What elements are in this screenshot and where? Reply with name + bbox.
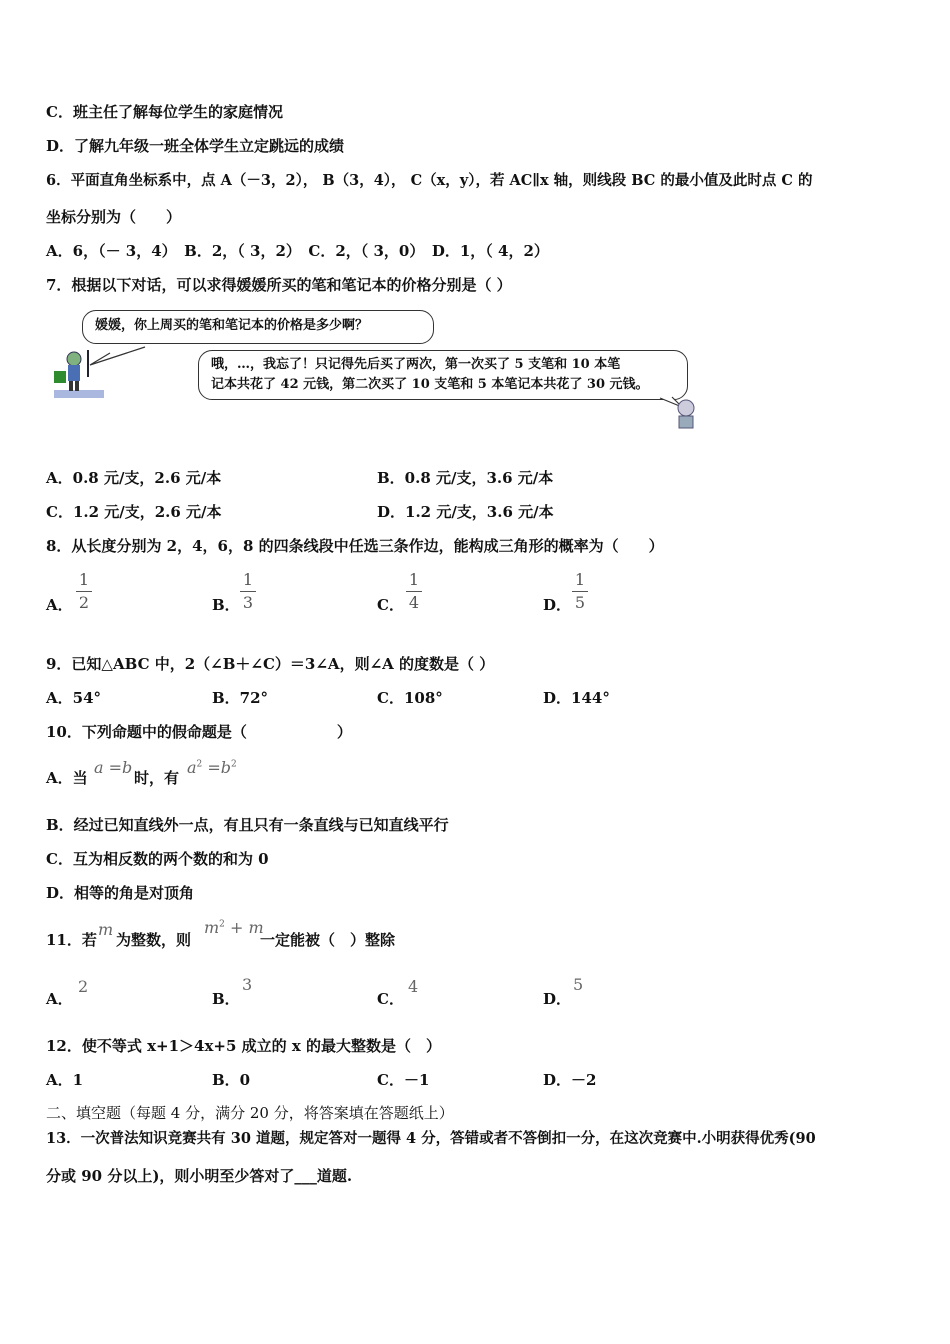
q8-fraction-d: 1 5 xyxy=(572,570,588,613)
speech-bubble-question-text: 媛媛，你上周买的笔和笔记本的价格是多少啊？ xyxy=(95,318,369,333)
q11-value-b: 3 xyxy=(242,975,253,994)
q13-stem-cont: 分或 90 分以上)，则小明至少答对了___道题. xyxy=(46,1167,353,1185)
q11-stem-mid: 为整数，则 xyxy=(116,931,192,949)
q10-option-c: C．互为相反数的两个数的和为 0 xyxy=(46,850,269,868)
q7-option-a: A．0.8 元/支，2.6 元/本 xyxy=(46,469,222,487)
q13-stem: 13．一次普法知识竞赛共有 30 道题，规定答对一题得 4 分，答错或者不答倒扣一分，在这次竞赛中.小明获得优秀(90 xyxy=(46,1130,816,1147)
q8-fraction-c: 1 4 xyxy=(406,570,422,613)
q11-option-d: D． xyxy=(543,990,572,1008)
q12-stem: 12．使不等式 x+1＞4x+5 成立的 x 的最大整数是（ ） xyxy=(46,1037,442,1055)
q8-option-c: C． xyxy=(377,596,404,614)
q11-stem-prefix: 11．若 xyxy=(46,931,97,949)
q11-option-a: A． xyxy=(46,990,73,1008)
q6-stem: 6．平面直角坐标系中，点 A（－3，2）， B（3，4）， C（x，y），若 AC∥x 轴，则线段 BC 的最小值及此时点 C 的 xyxy=(46,172,813,189)
q11-value-c: 4 xyxy=(408,977,419,996)
q9-option-d: D．144° xyxy=(543,689,610,707)
q7-option-d: D．1.2 元/支，3.6 元/本 xyxy=(377,503,554,521)
q11-value-a: 2 xyxy=(78,977,89,996)
q8-fraction-a: 1 2 xyxy=(76,570,92,613)
q10-option-d: D．相等的角是对顶角 xyxy=(46,884,195,902)
q8-option-a: A． xyxy=(46,596,73,614)
q12-option-b: B．0 xyxy=(212,1071,251,1089)
q7-option-c: C．1.2 元/支，2.6 元/本 xyxy=(46,503,222,521)
section-2-heading: 二、填空题（每题 4 分，满分 20 分，将答案填在答题纸上） xyxy=(46,1104,454,1122)
q11-math-m: m xyxy=(98,920,114,939)
q11-stem-suffix: 一定能被（ ）整除 xyxy=(260,931,396,949)
q9-option-a: A．54° xyxy=(46,689,102,707)
girl-figure-icon xyxy=(678,400,694,428)
bubble-tail-left xyxy=(90,347,145,365)
option-d-prev: D．了解九年级一班全体学生立定跳远的成绩 xyxy=(46,137,345,155)
q10-math-squares: $a^2 =b^2$ xyxy=(187,758,237,777)
q10-option-a-mid: 时，有 xyxy=(134,769,180,787)
q12-option-c: C．－1 xyxy=(377,1071,430,1089)
q6-options: A．6，（－ 3，4） B．2，（ 3，2） C．2，（ 3，0） D．1，（ 4，2） xyxy=(46,242,549,260)
q8-fraction-b: 1 3 xyxy=(240,570,256,613)
q11-math-expr: $m^2 + m$ xyxy=(204,918,264,937)
option-c-prev: C．班主任了解每位学生的家庭情况 xyxy=(46,103,283,121)
q11-option-b: B． xyxy=(212,990,240,1008)
dialogue-figures xyxy=(50,335,750,435)
q12-option-d: D．－2 xyxy=(543,1071,597,1089)
q11-option-c: C． xyxy=(377,990,404,1008)
boy-figure-icon xyxy=(54,350,104,398)
q8-option-b: B． xyxy=(212,596,240,614)
q8-option-d: D． xyxy=(543,596,572,614)
q9-option-b: B．72° xyxy=(212,689,269,707)
q7-stem: 7．根据以下对话，可以求得媛媛所买的笔和笔记本的价格分别是（ ） xyxy=(46,276,512,294)
q9-stem: 9．已知△ABC 中，2（∠B＋∠C）＝3∠A，则∠A 的度数是（ ） xyxy=(46,655,495,673)
q11-value-d: 5 xyxy=(573,975,584,994)
q6-stem-cont: 坐标分别为（ ） xyxy=(46,208,182,226)
speech-bubble-answer-line1: 哦，…，我忘了！只记得先后买了两次，第一次买了 5 支笔和 10 本笔 xyxy=(211,357,621,372)
q10-option-a-prefix: A．当 xyxy=(46,769,88,787)
q12-option-a: A．1 xyxy=(46,1071,84,1089)
q10-option-b: B．经过已知直线外一点，有且只有一条直线与已知直线平行 xyxy=(46,816,449,834)
q10-stem: 10．下列命题中的假命题是（ ） xyxy=(46,723,352,741)
speech-bubble-answer-line2: 记本共花了 42 元钱，第二次买了 10 支笔和 5 本笔记本共花了 30 元钱。 xyxy=(211,377,649,392)
q10-math-a-eq-b: a =b xyxy=(94,758,133,777)
q7-option-b: B．0.8 元/支，3.6 元/本 xyxy=(377,469,554,487)
q8-stem: 8．从长度分别为 2，4，6，8 的四条线段中任选三条作边，能构成三角形的概率为（ ） xyxy=(46,537,664,555)
q9-option-c: C．108° xyxy=(377,689,443,707)
